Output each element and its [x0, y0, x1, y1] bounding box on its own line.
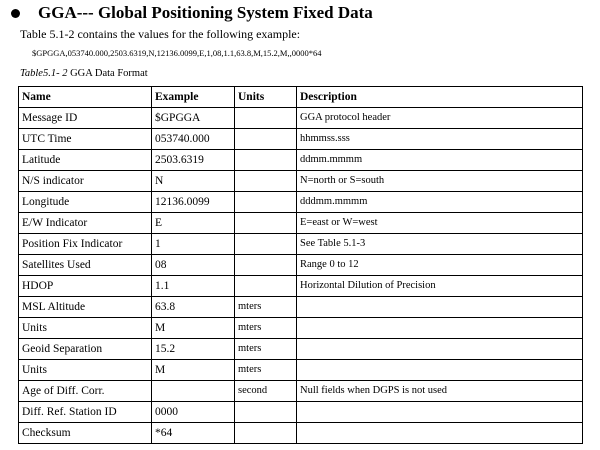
section-title: GGA--- Global Positioning System Fixed Data [38, 3, 373, 22]
cell-description [297, 297, 583, 318]
table-row [19, 234, 583, 255]
cell-units: mters [235, 339, 297, 360]
table-row [19, 150, 583, 171]
table-row [19, 276, 583, 297]
cell-units [235, 108, 297, 129]
cell-units [235, 150, 297, 171]
cell-description: See Table 5.1-3 [297, 234, 583, 255]
table-row [19, 213, 583, 234]
header-example: Example [152, 87, 235, 108]
cell-description: E=east or W=west [297, 213, 583, 234]
cell-description [297, 423, 583, 444]
cell-units [235, 276, 297, 297]
cell-example: E [152, 213, 235, 234]
table-body [19, 108, 583, 444]
table-row [19, 129, 583, 150]
cell-description: Range 0 to 12 [297, 255, 583, 276]
cell-name: Satellites Used [19, 255, 152, 276]
cell-description [297, 318, 583, 339]
header-name: Name [19, 87, 152, 108]
cell-example [152, 381, 235, 402]
cell-example: M [152, 360, 235, 381]
cell-units [235, 234, 297, 255]
table-row [19, 423, 583, 444]
cell-name: N/S indicator [19, 171, 152, 192]
cell-example: 2503.6319 [152, 150, 235, 171]
cell-name: Diff. Ref. Station ID [19, 402, 152, 423]
cell-example: 1 [152, 234, 235, 255]
cell-example: 15.2 [152, 339, 235, 360]
cell-example: N [152, 171, 235, 192]
cell-description [297, 360, 583, 381]
section-heading [8, 3, 373, 23]
table-row [19, 255, 583, 276]
cell-units: second [235, 381, 297, 402]
cell-name: Age of Diff. Corr. [19, 381, 152, 402]
cell-description: N=north or S=south [297, 171, 583, 192]
cell-units [235, 423, 297, 444]
cell-name: MSL Altitude [19, 297, 152, 318]
cell-name: Message ID [19, 108, 152, 129]
intro-text: Table 5.1-2 contains the values for the following example: [20, 27, 301, 41]
cell-description: dddmm.mmmm [297, 192, 583, 213]
cell-description: Horizontal Dilution of Precision [297, 276, 583, 297]
cell-name: HDOP [19, 276, 152, 297]
table-row [19, 297, 583, 318]
cell-description: ddmm.mmmm [297, 150, 583, 171]
cell-units: mters [235, 360, 297, 381]
table-row [19, 381, 583, 402]
table-row [19, 192, 583, 213]
table-row [19, 402, 583, 423]
cell-name: Latitude [19, 150, 152, 171]
header-description: Description [297, 87, 583, 108]
cell-example: 1.1 [152, 276, 235, 297]
cell-description [297, 402, 583, 423]
cell-name: Checksum [19, 423, 152, 444]
example-sentence: $GPGGA,053740.000,2503.6319,N,12136.0099,E,1,08,1.1,63.8,M,15.2,M,,0000*64 [32, 48, 322, 58]
cell-units [235, 171, 297, 192]
table-header-row [19, 87, 583, 108]
cell-description: GGA protocol header [297, 108, 583, 129]
header-units: Units [235, 87, 297, 108]
table-caption-text: GGA Data Format [67, 68, 148, 79]
cell-example: 12136.0099 [152, 192, 235, 213]
table-row [19, 318, 583, 339]
cell-units: mters [235, 318, 297, 339]
bullet-icon [11, 9, 20, 18]
cell-units [235, 255, 297, 276]
cell-units [235, 129, 297, 150]
table-row [19, 171, 583, 192]
table-row [19, 339, 583, 360]
cell-name: E/W Indicator [19, 213, 152, 234]
cell-example: $GPGGA [152, 108, 235, 129]
cell-example: 053740.000 [152, 129, 235, 150]
cell-description: hhmmss.sss [297, 129, 583, 150]
gga-data-format-table [18, 86, 583, 444]
table-caption [20, 68, 148, 79]
cell-example: 63.8 [152, 297, 235, 318]
cell-name: Geoid Separation [19, 339, 152, 360]
cell-name: Units [19, 318, 152, 339]
cell-units [235, 192, 297, 213]
cell-units [235, 402, 297, 423]
cell-example: M [152, 318, 235, 339]
cell-example: 0000 [152, 402, 235, 423]
cell-example: *64 [152, 423, 235, 444]
cell-description: Null fields when DGPS is not used [297, 381, 583, 402]
cell-name: Position Fix Indicator [19, 234, 152, 255]
table-row [19, 108, 583, 129]
table-row [19, 360, 583, 381]
table-caption-label: Table5.1- 2 [20, 68, 68, 79]
cell-name: Longitude [19, 192, 152, 213]
cell-units [235, 213, 297, 234]
cell-example: 08 [152, 255, 235, 276]
cell-description [297, 339, 583, 360]
cell-units: mters [235, 297, 297, 318]
cell-name: UTC Time [19, 129, 152, 150]
cell-name: Units [19, 360, 152, 381]
